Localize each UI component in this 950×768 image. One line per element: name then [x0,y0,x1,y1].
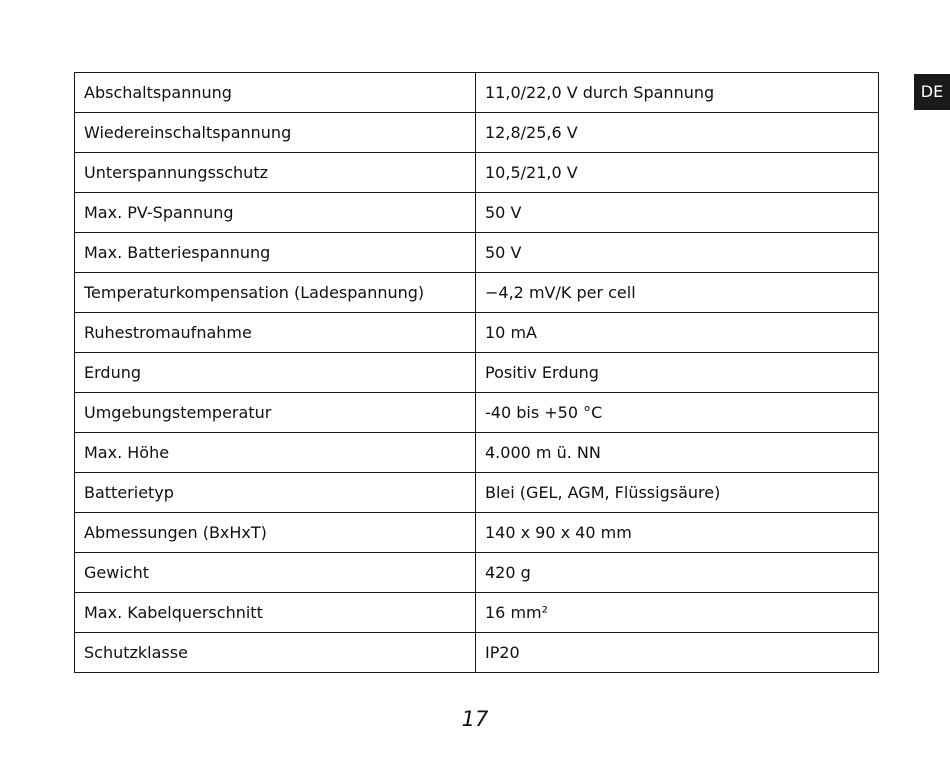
spec-value: 140 x 90 x 40 mm [476,513,879,553]
table-row [75,153,879,193]
table-row [75,233,879,273]
spec-label: Abschaltspannung [75,73,476,113]
table-row [75,73,879,113]
table-row [75,513,879,553]
spec-value: 420 g [476,553,879,593]
table-row [75,273,879,313]
spec-value: 10,5/21,0 V [476,153,879,193]
spec-label: Ruhestromaufnahme [75,313,476,353]
spec-label: Umgebungstemperatur [75,393,476,433]
spec-label: Max. Batteriespannung [75,233,476,273]
page-number: 17 [461,707,489,731]
specifications-table [74,72,879,673]
spec-label: Max. Kabelquerschnitt [75,593,476,633]
spec-label: Batterietyp [75,473,476,513]
spec-label: Temperaturkompensation (Ladespannung) [75,273,476,313]
spec-value: 50 V [476,193,879,233]
table-row [75,593,879,633]
spec-label: Schutzklasse [75,633,476,673]
spec-value: 11,0/22,0 V durch Spannung [476,73,879,113]
spec-value: Blei (GEL, AGM, Flüssigsäure) [476,473,879,513]
table-row [75,473,879,513]
spec-value: −4,2 mV/K per cell [476,273,879,313]
table-row [75,553,879,593]
table-row [75,433,879,473]
spec-value: 50 V [476,233,879,273]
table-row [75,313,879,353]
spec-value: IP20 [476,633,879,673]
spec-value: 16 mm² [476,593,879,633]
table-row [75,393,879,433]
table-row [75,113,879,153]
spec-label: Gewicht [75,553,476,593]
spec-label: Max. PV-Spannung [75,193,476,233]
language-tab: DE [914,74,950,110]
spec-value: 4.000 m ü. NN [476,433,879,473]
table-row [75,193,879,233]
spec-value: Positiv Erdung [476,353,879,393]
spec-value: -40 bis +50 °C [476,393,879,433]
spec-label: Unterspannungsschutz [75,153,476,193]
table-row [75,633,879,673]
spec-label: Max. Höhe [75,433,476,473]
spec-label: Wiedereinschaltspannung [75,113,476,153]
spec-value: 12,8/25,6 V [476,113,879,153]
spec-value: 10 mA [476,313,879,353]
table-row [75,353,879,393]
spec-label: Erdung [75,353,476,393]
spec-label: Abmessungen (BxHxT) [75,513,476,553]
